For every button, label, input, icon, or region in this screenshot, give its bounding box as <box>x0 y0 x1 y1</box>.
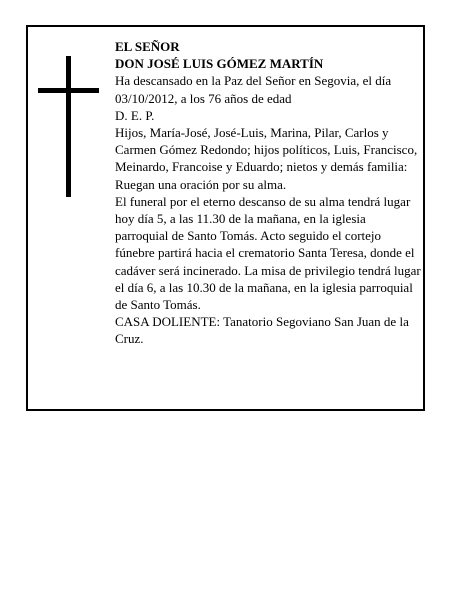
rip-line: D. E. P. <box>115 107 155 123</box>
cross-icon <box>38 56 99 197</box>
mourning-house: CASA DOLIENTE: Tanatorio Segoviano San Juan de la Cruz. <box>115 314 409 347</box>
obituary-notice <box>26 25 425 411</box>
notice-title: EL SEÑOR <box>115 39 180 54</box>
deceased-name: DON JOSÉ LUIS GÓMEZ MARTÍN <box>115 56 324 72</box>
family-list: Hijos, María-José, José-Luis, Marina, Pilar, Carlos y Carmen Gómez Redondo; hijos políticos, Luis, Francisco, Meinardo, Francoise y Eduardo; nietos y demás familia: <box>115 125 418 175</box>
notice-text <box>115 38 421 348</box>
cross-horizontal-bar <box>38 88 99 93</box>
funeral-details: El funeral por el eterno descanso de su alma tendrá lugar hoy día 5, a las 11.30 de la mañana, en la iglesia parroquial de Santo Tomás. Acto seguido el cortejo fúnebre partirá hacia el crematorio Santa Teresa, donde el cadáver será incinerado. La misa de privilegio tendrá lugar el día 6, a las 10.30 de la mañana, en la iglesia parroquial de Santo Tomás. <box>115 193 421 313</box>
passing-statement: Ha descansado en la Paz del Señor en Segovia, el día 03/10/2012, a los 76 años de edad <box>115 73 392 106</box>
prayer-request: Ruegan una oración por su alma. <box>115 176 287 192</box>
cross-vertical-bar <box>66 56 71 197</box>
